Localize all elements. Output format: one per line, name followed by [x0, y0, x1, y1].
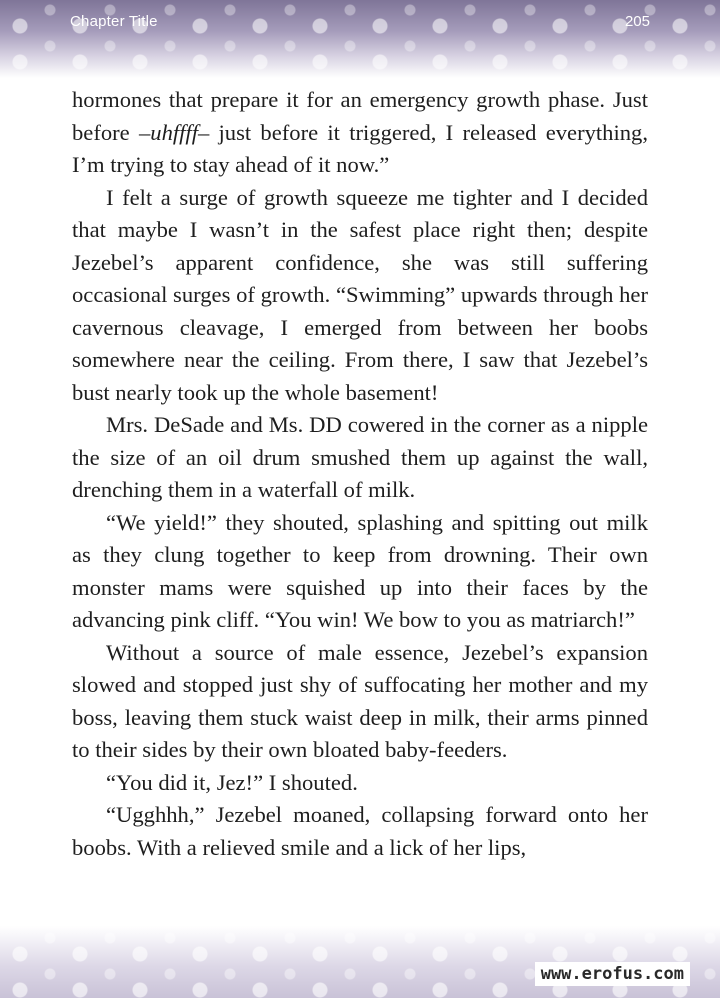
italic-sound-effect: –uhffff–	[138, 119, 210, 145]
paragraph-3: Mrs. DeSade and Ms. DD cowered in the corner as a nipple the size of an oil drum smushed them up against the wall, drenching them in a waterfall of milk.	[72, 412, 648, 502]
page-number: 205	[624, 13, 650, 30]
paragraph-4: “We yield!” they shouted, splashing and spitting out milk as they clung together to keep from drowning. Their own monster mams were squished up into their faces by the advancing pink cliff. “You win! We bow to you as matriarch!”	[72, 509, 648, 632]
paragraph-1-end: just before it triggered, I released everything, I’m trying to stay ahead of it now.”	[72, 119, 648, 177]
paragraph-1-start: hormones that prepare it for an emergency growth phase. Just before	[72, 87, 648, 145]
watermark: www.erofus.com	[535, 962, 690, 986]
chapter-title: Chapter Title	[70, 13, 158, 30]
paragraph-7: “Ugghhh,” Jezebel moaned, collapsing forward onto her boobs. With a relieved smile and a lick of her lips,	[72, 802, 648, 860]
paragraph-2: I felt a surge of growth squeeze me tighter and I decided that maybe I wasn’t in the safest place right then; despite Jezebel’s apparent confidence, she was still suffering occasional surges of growth. “Swimming” upwards through her cavernous cleavage, I emerged from between her boobs somewhere near the ceiling. From there, I saw that Jezebel’s bust nearly took up the whole basement!	[72, 184, 648, 405]
footer-band	[0, 926, 720, 998]
paragraph-5: Without a source of male essence, Jezebel’s expansion slowed and stopped just shy of suffocating her mother and my boss, leaving them stuck waist deep in milk, their arms pinned to their sides by their own bloated baby-feeders.	[72, 639, 648, 762]
paragraph-1	[72, 84, 648, 182]
page-body	[72, 84, 648, 864]
header-band	[0, 0, 720, 78]
paragraph-6: “You did it, Jez!” I shouted.	[106, 769, 358, 795]
